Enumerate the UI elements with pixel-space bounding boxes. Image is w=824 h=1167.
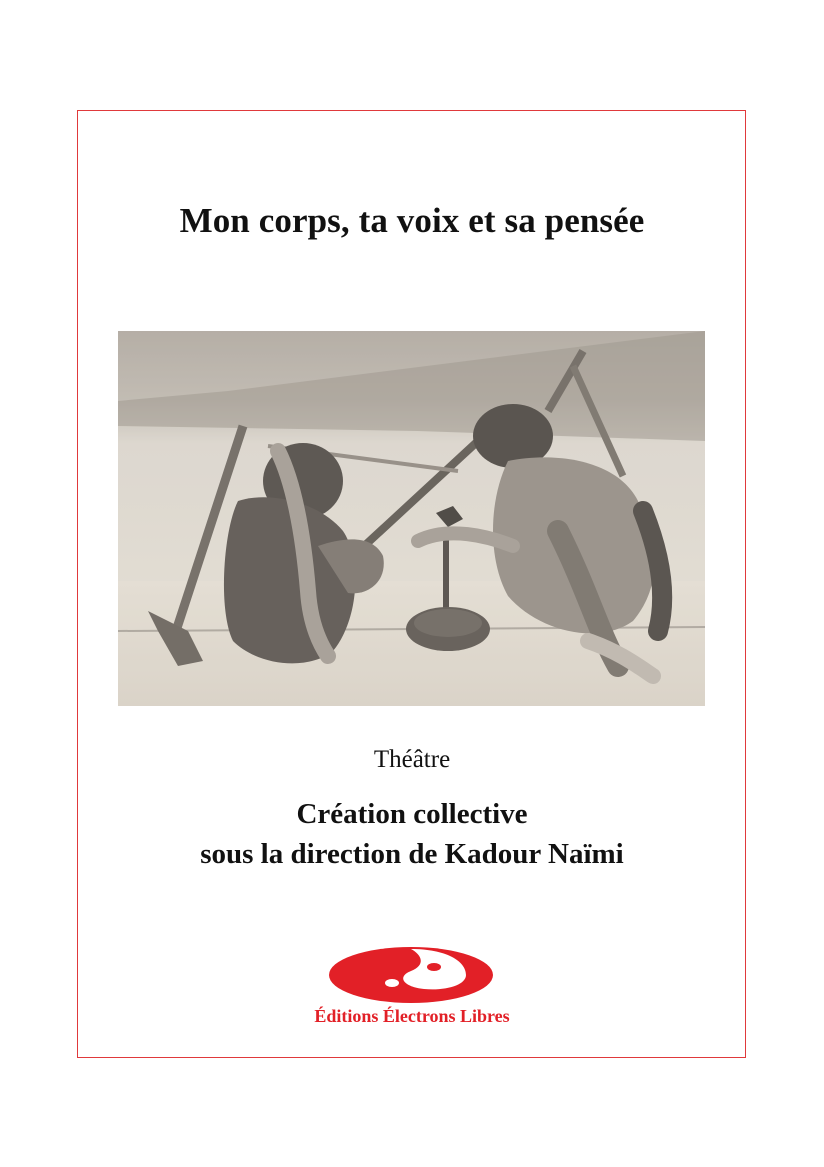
yin-yang-logo-icon bbox=[326, 945, 496, 1005]
book-title: Mon corps, ta voix et sa pensée bbox=[179, 201, 645, 240]
credit-line-1: Création collective bbox=[296, 798, 528, 830]
cover-photo bbox=[118, 331, 705, 706]
publisher-name: Éditions Électrons Libres bbox=[314, 1006, 510, 1026]
genre-label: Théâtre bbox=[373, 746, 451, 773]
credit-line-2: sous la direction de Kadour Naïmi bbox=[200, 838, 624, 870]
